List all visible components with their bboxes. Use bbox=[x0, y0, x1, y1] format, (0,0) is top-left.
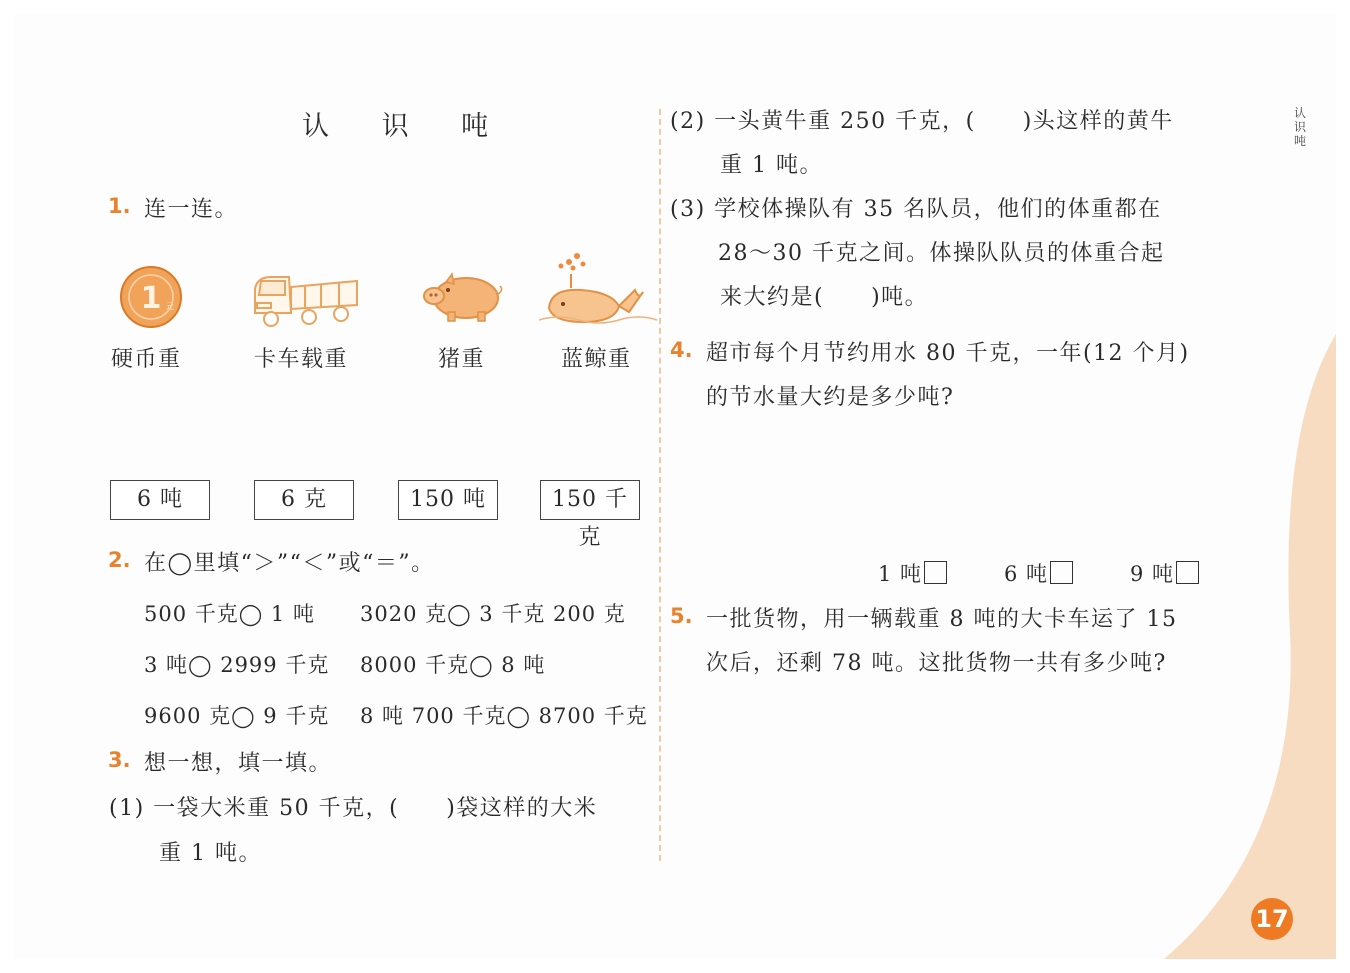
decorative-peach-shape bbox=[1144, 334, 1336, 959]
item-label-truck: 卡车载重 bbox=[254, 347, 349, 372]
q4-option-label: 1 吨 bbox=[878, 562, 923, 586]
q4-line2: 的节水量大约是多少吨? bbox=[706, 385, 955, 410]
checkbox[interactable] bbox=[1050, 561, 1073, 584]
side-label-char: 识 bbox=[1293, 120, 1306, 134]
q3-part2-line1[interactable]: (2) 一头黄牛重 250 千克，( )头这样的黄牛 bbox=[670, 109, 1174, 134]
compare-item[interactable]: 8 吨 700 千克◯ 8700 千克 bbox=[360, 704, 648, 728]
coin-icon bbox=[116, 264, 186, 330]
workbook-page bbox=[14, 14, 1336, 959]
q3-number: 3. bbox=[108, 748, 131, 772]
weight-box[interactable]: 6 吨 bbox=[110, 480, 210, 520]
q3-part2-line2: 重 1 吨。 bbox=[720, 153, 823, 178]
truck-icon bbox=[249, 269, 361, 329]
checkbox[interactable] bbox=[924, 561, 947, 584]
page-title: 认 识 吨 bbox=[302, 111, 511, 142]
page-number-badge: 17 bbox=[1251, 898, 1293, 940]
q5-line2: 次后，还剩 78 吨。这批货物一共有多少吨? bbox=[706, 651, 1167, 676]
q2-prompt: 在◯里填“＞”“＜”或“＝”。 bbox=[144, 551, 435, 576]
item-label-pig: 猪重 bbox=[438, 347, 486, 372]
q1-prompt: 连一连。 bbox=[144, 197, 239, 222]
q4-option[interactable] bbox=[878, 558, 947, 588]
q5-number: 5. bbox=[670, 604, 693, 628]
q4-option[interactable] bbox=[1004, 558, 1073, 588]
compare-item[interactable]: 8000 千克◯ 8 吨 bbox=[360, 653, 546, 677]
q3-part3-line3[interactable]: 来大约是( )吨。 bbox=[720, 285, 929, 310]
q3-prompt: 想一想，填一填。 bbox=[144, 751, 333, 776]
side-label-char: 吨 bbox=[1293, 134, 1306, 148]
q4-number: 4. bbox=[670, 338, 693, 362]
compare-item[interactable]: 9600 克◯ 9 千克 bbox=[144, 704, 330, 728]
column-divider bbox=[659, 109, 661, 861]
weight-box[interactable]: 150 千克 bbox=[540, 480, 640, 520]
compare-item[interactable]: 3 吨◯ 2999 千克 bbox=[144, 653, 330, 677]
q3-part3-line1: (3) 学校体操队有 35 名队员，他们的体重都在 bbox=[670, 197, 1162, 222]
weight-box[interactable]: 150 吨 bbox=[398, 480, 498, 520]
compare-item[interactable]: 500 千克◯ 1 吨 bbox=[144, 602, 315, 626]
q4-option-label: 6 吨 bbox=[1004, 562, 1049, 586]
q1-number: 1. bbox=[108, 194, 131, 218]
q3-part1-line2: 重 1 吨。 bbox=[159, 841, 262, 866]
q4-option-label: 9 吨 bbox=[1130, 562, 1175, 586]
side-label bbox=[1292, 106, 1308, 148]
compare-item[interactable]: 3020 克◯ 3 千克 200 克 bbox=[360, 602, 626, 626]
svg-text:1: 1 bbox=[140, 281, 162, 316]
q2-number: 2. bbox=[108, 548, 131, 572]
svg-text:元: 元 bbox=[166, 302, 174, 311]
q3-part1-line1[interactable]: (1) 一袋大米重 50 千克，( )袋这样的大米 bbox=[109, 796, 598, 821]
q4-option[interactable] bbox=[1130, 558, 1199, 588]
side-label-char: 认 bbox=[1293, 106, 1306, 120]
q4-line1: 超市每个月节约用水 80 千克，一年(12 个月) bbox=[706, 341, 1190, 366]
checkbox[interactable] bbox=[1176, 561, 1199, 584]
pig-icon bbox=[420, 272, 504, 324]
whale-icon bbox=[539, 252, 657, 332]
weight-box[interactable]: 6 克 bbox=[254, 480, 354, 520]
q5-line1: 一批货物，用一辆载重 8 吨的大卡车运了 15 bbox=[706, 607, 1178, 632]
q3-part3-line2: 28～30 千克之间。体操队队员的体重合起 bbox=[718, 241, 1165, 266]
item-label-whale: 蓝鲸重 bbox=[561, 347, 632, 372]
item-label-coin: 硬币重 bbox=[111, 347, 182, 372]
